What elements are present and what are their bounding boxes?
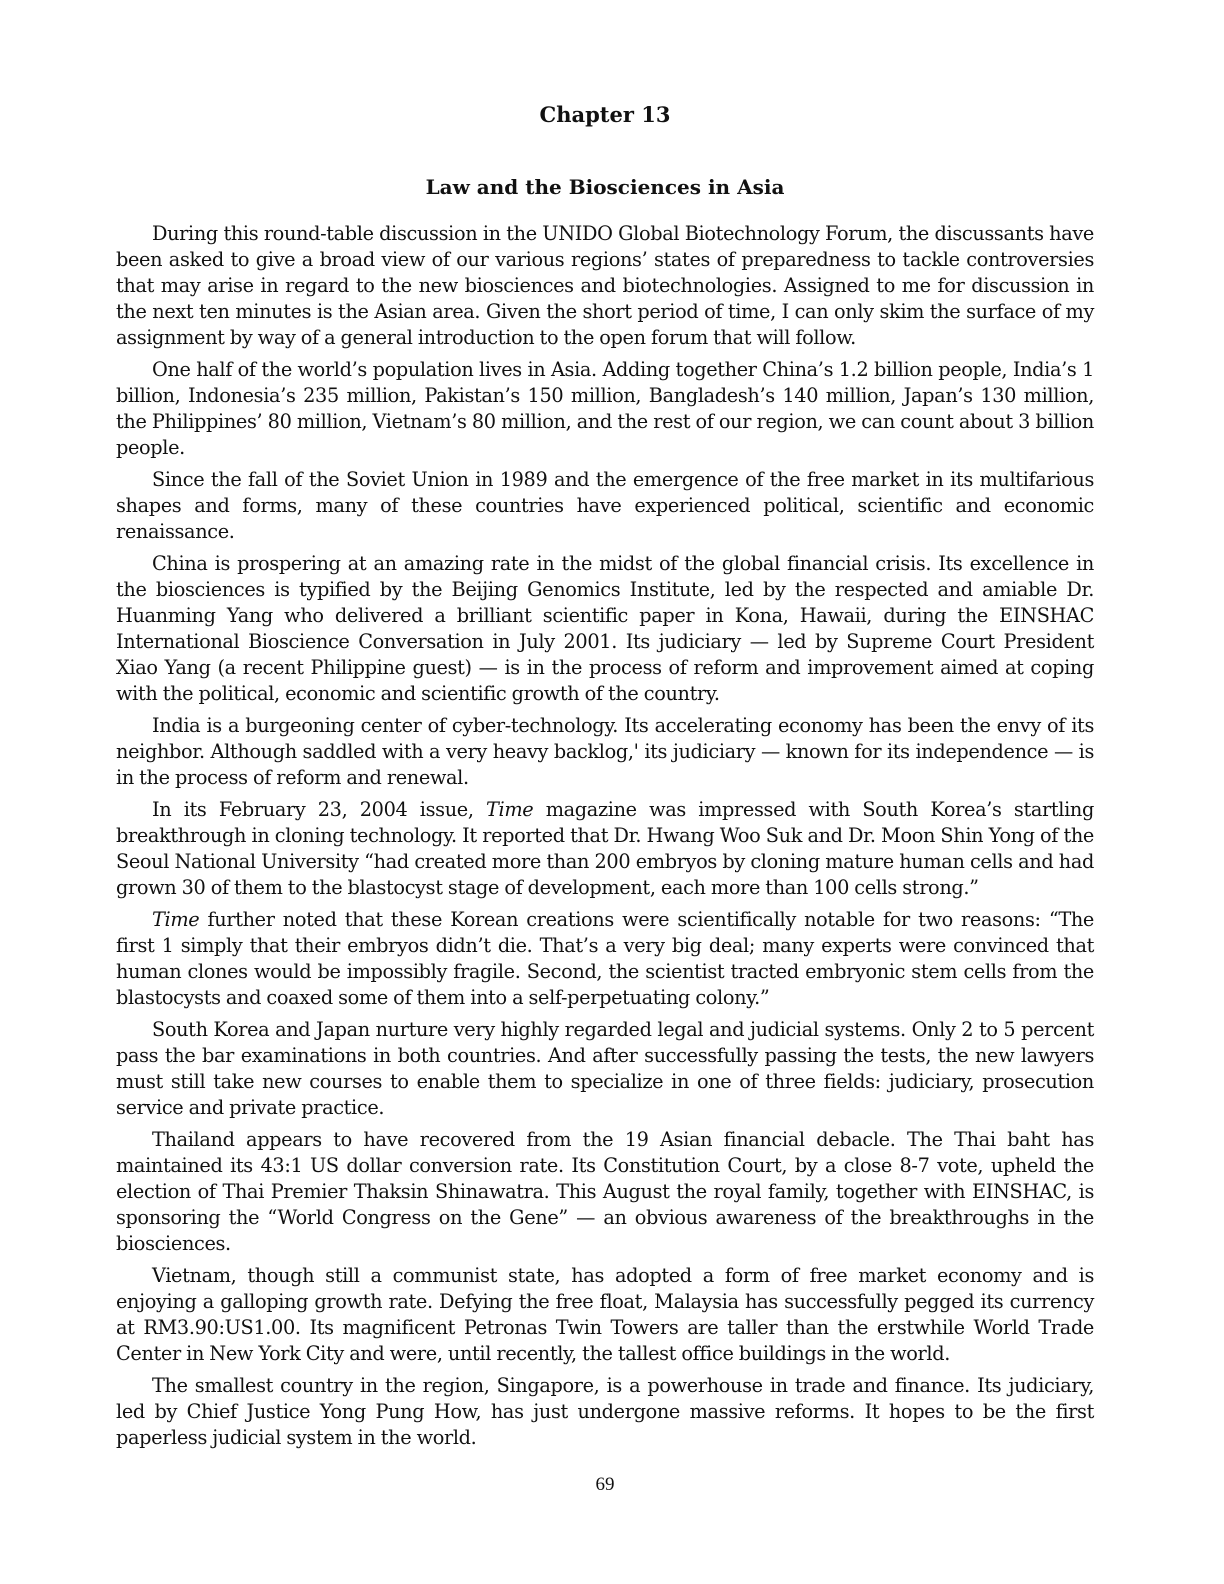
chapter-title: Law and the Biosciences in Asia — [425, 175, 785, 199]
paragraph-3: Since the fall of the Soviet Union in 1989 and the emergence of the free market in its multifarious shapes and forms, many of these countries have experienced political, scientific and economic renaissance. — [116, 468, 1094, 543]
paragraph-7-rest: further noted that these Korean creations were scientifically notable for two reasons: “The first 1 simply that their embryos didn’t die. That’s a very big deal; many experts were convinced that human clones would be impossibly fragile. Second, the scientist tracted embryonic stem cells from the blastocysts and coaxed some of them into a self-perpetuating colony.” — [116, 908, 1094, 1009]
chapter-label: Chapter 13 — [539, 102, 671, 127]
page-number: 69 — [595, 1474, 615, 1495]
paragraph-8: South Korea and Japan nurture very highly regarded legal and judicial systems. Only 2 to 5 percent pass the bar examinations in both countries. And after successfully passing the tests, the new lawyers must still take new courses to enable them to specialize in one of three fields: judiciary, prosecution service and private practice. — [116, 1018, 1094, 1119]
paragraph-9: Thailand appears to have recovered from the 19 Asian financial debacle. The Thai baht has maintained its 43:1 US dollar conversion rate. Its Constitution Court, by a close 8-7 vote, upheld the election of Thai Premier Thaksin Shinawatra. This August the royal family, together with EINSHAC, is sponsoring the “World Congress on the Gene” — an obvious awareness of the breakthroughs in the biosciences. — [116, 1128, 1094, 1255]
magazine-title: Time — [486, 798, 534, 821]
paragraph-4: China is prospering at an amazing rate in the midst of the global financial crisis. Its excellence in the biosciences is typified by the Beijing Genomics Institute, led by the respected and amiable Dr. Huanming Yang who delivered a brilliant scientific paper in Kona, Hawaii, during the EINSHAC International Bioscience Conversation in July 2001. Its judiciary — led by Supreme Court President Xiao Yang (a recent Philippine guest) — is in the process of reform and improvement aimed at coping with the political, economic and scientific growth of the country. — [116, 552, 1094, 705]
paragraph-6 — [116, 797, 1094, 901]
body-text — [116, 221, 1094, 1457]
paragraph-2: One half of the world’s population lives in Asia. Adding together China’s 1.2 billion people, India’s 1 billion, Indonesia’s 235 million, Pakistan’s 150 million, Bangladesh’s 140 million, Japan’s 130 million, the Philippines’ 80 million, Vietnam’s 80 million, and the rest of our region, we can count about 3 billion people. — [116, 358, 1094, 459]
paragraph-6-rest: magazine was impressed with South Korea’s startling breakthrough in cloning technology. It reported that Dr. Hwang Woo Suk and Dr. Moon Shin Yong of the Seoul National University “had created more than 200 embryos by cloning mature human cells and had grown 30 of them to the blastocyst stage of development, each more than 100 cells strong.” — [116, 798, 1094, 899]
magazine-title: Time — [152, 908, 200, 931]
document-page — [116, 0, 1094, 1584]
paragraph-11: The smallest country in the region, Singapore, is a powerhouse in trade and finance. Its judiciary, led by Chief Justice Yong Pung How, has just undergone massive reforms. It hopes to be the first paperless judicial system in the world. — [116, 1374, 1094, 1449]
paragraph-6-lead: In its February 23, 2004 issue, — [152, 798, 487, 821]
paragraph-1: During this round-table discussion in the UNIDO Global Biotechnology Forum, the discussants have been asked to give a broad view of our various regions’ states of preparedness to tackle controversies that may arise in regard to the new biosciences and biotechnologies. Assigned to me for discussion in the next ten minutes is the Asian area. Given the short period of time, I can only skim the surface of my assignment by way of a general introduction to the open forum that will follow. — [116, 222, 1094, 349]
paragraph-10: Vietnam, though still a communist state, has adopted a form of free market economy and is enjoying a galloping growth rate. Defying the free float, Malaysia has successfully pegged its currency at RM3.90:US1.00. Its magnificent Petronas Twin Towers are taller than the erstwhile World Trade Center in New York City and were, until recently, the tallest office buildings in the world. — [116, 1264, 1094, 1365]
paragraph-7 — [116, 907, 1094, 1011]
paragraph-5: India is a burgeoning center of cyber-technology. Its accelerating economy has been the envy of its neighbor. Although saddled with a very heavy backlog,' its judiciary — known for its independence — is in the process of reform and renewal. — [116, 714, 1094, 789]
